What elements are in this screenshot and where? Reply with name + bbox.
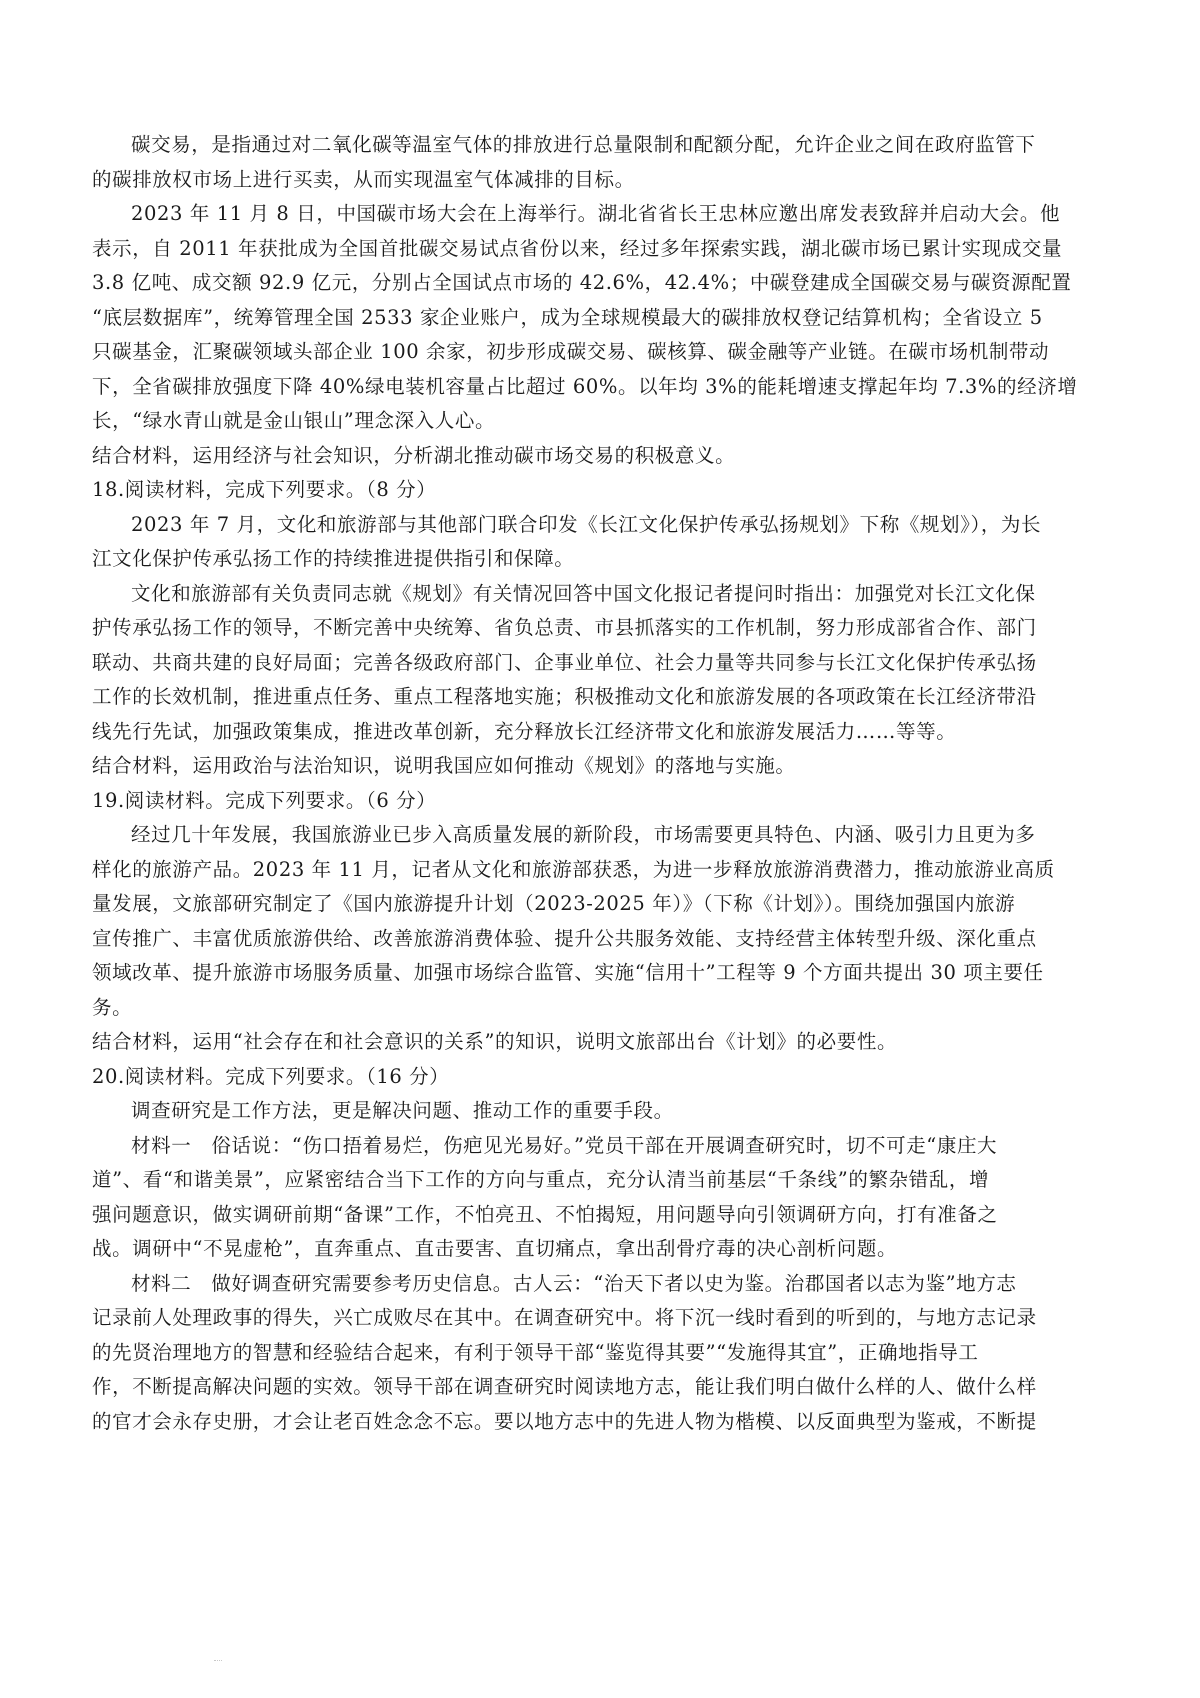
text-line: 的碳排放权市场上进行买卖，从而实现温室气体减排的目标。 xyxy=(92,167,635,191)
text-line: 样化的旅游产品。2023 年 11 月，记者从文化和旅游部获悉，为进一步释放旅游消费潜力，推动旅游业高质 xyxy=(92,857,1055,881)
text-line: 碳交易，是指通过对二氧化碳等温室气体的排放进行总量限制和配额分配，允许企业之间在政府监管下 xyxy=(131,133,1036,156)
text-line: 表示，自 2011 年获批成为全国首批碳交易试点省份以来，经过多年探索实践，湖北碳市场已累计实现成交量 xyxy=(92,236,1063,260)
text-line: 结合材料，运用“社会存在和社会意识的关系”的知识，说明文旅部出台《计划》的必要性。 xyxy=(92,1030,898,1053)
text-line: 的先贤治理地方的智慧和经验结合起来，有利于领导干部“鉴览得其要”“发施得其宜”，正确地指导工 xyxy=(92,1340,979,1364)
text-line: 调查研究是工作方法，更是解决问题、推动工作的重要手段。 xyxy=(131,1099,674,1122)
text-line: 3.8 亿吨、成交额 92.9 亿元，分别占全国试点市场的 42.6%，42.4%；中碳登建成全国碳交易与碳资源配置 xyxy=(92,271,1072,294)
text-line: 护传承弘扬工作的领导，不断完善中央统筹、省负总责、市县抓落实的工作机制，努力形成部省合作、部门 xyxy=(92,616,1037,639)
text-line: 材料二 做好调查研究需要参考历史信息。古人云：“治天下者以史为鉴。治郡国者以志为鉴”地方志 xyxy=(131,1271,1017,1295)
text-line: 作，不断提高解决问题的实效。领导干部在调查研究时阅读地方志，能让我们明白做什么样的人、做什么样 xyxy=(92,1375,1037,1398)
text-line: 经过几十年发展，我国旅游业已步入高质量发展的新阶段，市场需要更具特色、内涵、吸引力且更为多 xyxy=(131,823,1036,846)
text-line: 务。 xyxy=(92,995,133,1019)
text-line: 记录前人处理政事的得失，兴亡成败尽在其中。在调查研究中。将下沉一线时看到的听到的，与地方志记录 xyxy=(92,1306,1037,1329)
text-line: “底层数据库”，统筹管理全国 2533 家企业账户，成为全球规模最大的碳排放权登记结算机构；全省设立 5 xyxy=(92,305,1043,329)
text-line: 强问题意识，做实调研前期“备课”工作，不怕亮丑、不怕揭短，用问题导向引领调研方向，打有准备之 xyxy=(92,1202,998,1226)
text-line: 20.阅读材料。完成下列要求。（16 分） xyxy=(92,1064,450,1088)
text-line: 联动、共商共建的良好局面；完善各级政府部门、企事业单位、社会力量等共同参与长江文化保护传承弘扬 xyxy=(92,650,1037,674)
text-line: 2023 年 7 月，文化和旅游部与其他部门联合印发《长江文化保护传承弘扬规划》下称《规划》），为长 xyxy=(131,512,1042,536)
text-line: 下，全省碳排放强度下降 40%绿电装机容量占比超过 60%。以年均 3%的能耗增速支撑起年均 7.3%的经济增 xyxy=(92,374,1078,398)
text-line: 长，“绿水青山就是金山银山”理念深入人心。 xyxy=(92,409,496,432)
text-line: 19.阅读材料。完成下列要求。（6 分） xyxy=(92,788,437,812)
text-line: 结合材料，运用政治与法治知识，说明我国应如何推动《规划》的落地与实施。 xyxy=(92,754,796,777)
text-line: 2023 年 11 月 8 日，中国碳市场大会在上海举行。湖北省省长王忠林应邀出席发表致辞并启动大会。他 xyxy=(131,202,1061,225)
text-line: 材料一 俗话说：“伤口捂着易烂，伤疤见光易好。”党员干部在开展调查研究时，切不可走“康庄大 xyxy=(131,1133,998,1157)
text-line: 道”、看“和谐美景”，应紧密结合当下工作的方向与重点，充分认清当前基层“千条线”的繁杂错乱，增 xyxy=(92,1168,990,1191)
text-line: 领域改革、提升旅游市场服务质量、加强市场综合监管、实施“信用十”工程等 9 个方面共提出 30 项主要任 xyxy=(92,961,1044,984)
text-line: 战。调研中“不晃虚枪”，直奔重点、直击要害、直切痛点，拿出刮骨疗毒的决心剖析问题。 xyxy=(92,1237,898,1260)
text-line: 只碳基金，汇聚碳领域头部企业 100 余家，初步形成碳交易、碳核算、碳金融等产业链。在碳市场机制带动 xyxy=(92,340,1050,363)
text-line: 结合材料，运用经济与社会知识，分析湖北推动碳市场交易的积极意义。 xyxy=(92,443,736,467)
text-line: 18.阅读材料，完成下列要求。（8 分） xyxy=(92,478,437,501)
page-footer-mark xyxy=(214,1660,222,1665)
document-body xyxy=(92,128,1114,1439)
text-line: 宣传推广、丰富优质旅游供给、改善旅游消费体验、提升公共服务效能、支持经营主体转型升级、深化重点 xyxy=(92,926,1037,950)
text-line: 量发展，文旅部研究制定了《国内旅游提升计划（2023-2025 年）》（下称《计划》）。围绕加强国内旅游 xyxy=(92,892,1016,915)
text-line: 文化和旅游部有关负责同志就《规划》有关情况回答中国文化报记者提问时指出：加强党对长江文化保 xyxy=(131,581,1036,605)
text-line: 线先行先试，加强政策集成，推进改革创新，充分释放长江经济带文化和旅游发展活力……等等。 xyxy=(92,719,957,743)
text-line: 工作的长效机制，推进重点任务、重点工程落地实施；积极推动文化和旅游发展的各项政策在长江经济带沿 xyxy=(92,685,1037,708)
text-line: 的官才会永存史册，才会让老百姓念念不忘。要以地方志中的先进人物为楷模、以反面典型为鉴戒，不断提 xyxy=(92,1409,1037,1433)
text-line: 江文化保护传承弘扬工作的持续推进提供指引和保障。 xyxy=(92,547,575,570)
